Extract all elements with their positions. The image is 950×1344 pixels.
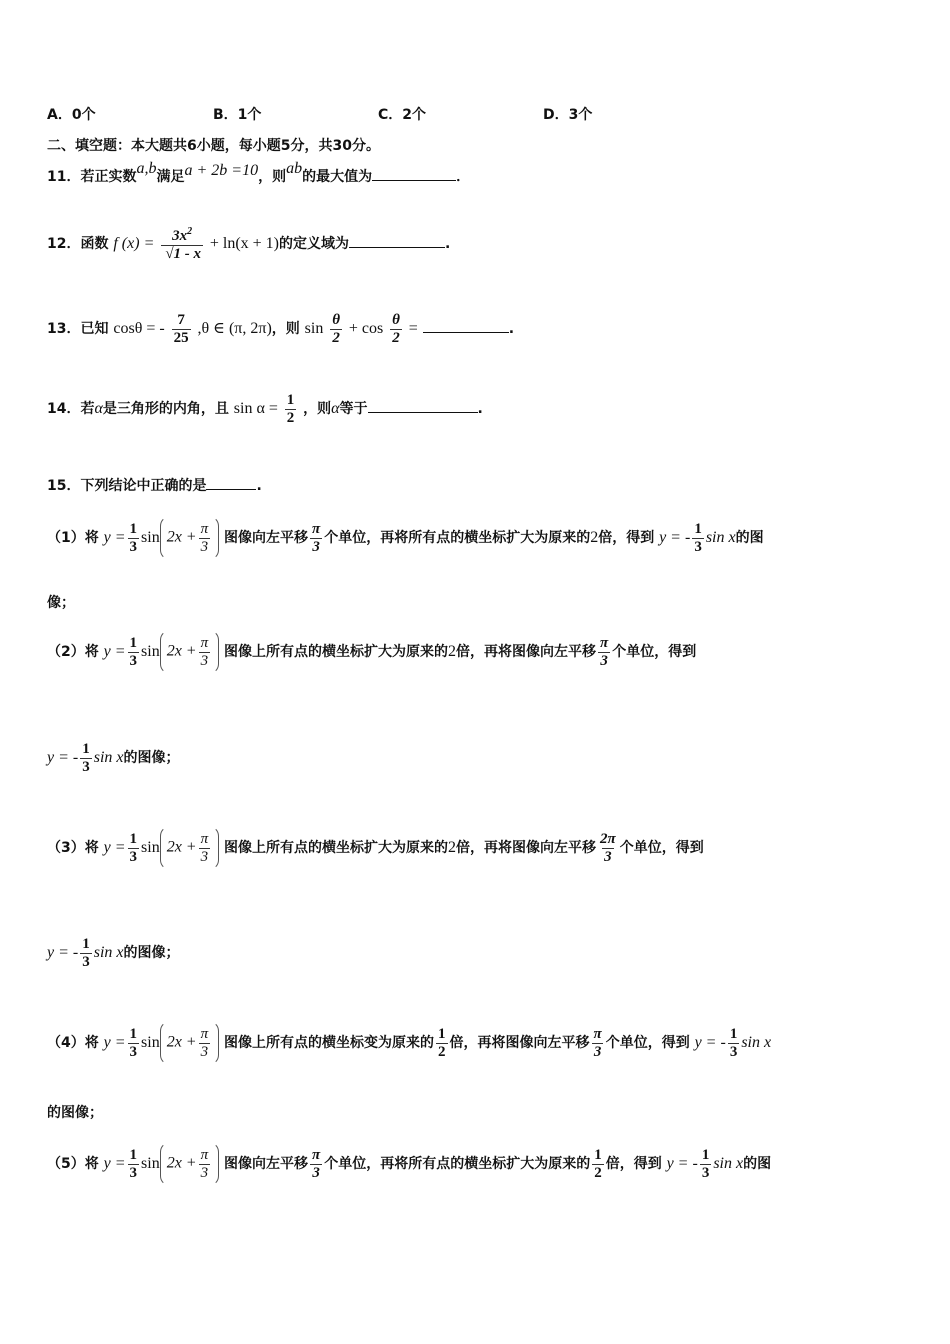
q12-answer-blank[interactable] [349, 233, 445, 248]
statement-2-continued: y = - $\frac{1}{3}$ sin x的图像； [47, 741, 180, 775]
statement-1: （1）将 y = $\frac{1}{3}$ sin 2x + $\frac{\pi}{3}$ 图像向左平移 $\frac{\pi}{3}$ 个单位，再将所有点的横坐标扩大为原来的2倍，得到 y = - $\frac{1}{3}$ sin x的图 [47, 516, 764, 560]
question-13: 13．已知 cosθ = - $\frac{7}{25}$ ,θ ∈ (π, 2π)，则 sin $\frac{\theta}{2}$ + cos $\frac{\theta}{2}$ = . [47, 312, 515, 346]
statement-2: （2）将 y = $\frac{1}{3}$ sin 2x + $\frac{\pi}{3}$ 图像上所有点的横坐标扩大为原来的2倍，再将图像向左平移 $\frac{\pi}{3}$ 个单位，得到 [47, 630, 696, 674]
option-c: C．2个 [378, 107, 427, 123]
question-11: 11．若正实数a,b满足a + 2b =10，则ab的最大值为 ． [47, 160, 471, 185]
statement-4: （4）将 y = $\frac{1}{3}$ sin 2x + $\frac{\pi}{3}$ 图像上所有点的横坐标变为原来的 $\frac{1}{2}$ 倍，再将图像向左平移 $\frac{\pi}{3}$ 个单位，得到 y = - $\frac{1}{3}$ sin x [47, 1021, 771, 1065]
q11-number: 11． [47, 169, 81, 185]
q13-answer-blank[interactable] [423, 318, 509, 333]
q12-fraction: $\frac{3x^2}{√1 - x}$ [161, 226, 203, 262]
q15-answer-blank[interactable] [206, 475, 256, 490]
statement-4-continued: 的图像； [47, 1105, 103, 1121]
q11-answer-blank[interactable] [372, 166, 456, 181]
option-a: A．0个 [47, 107, 96, 123]
statement-5: （5）将 y = $\frac{1}{3}$ sin 2x + $\frac{\pi}{3}$ 图像向左平移 $\frac{\pi}{3}$ 个单位，再将所有点的横坐标扩大为原来的 $\frac{1}{2}$ 倍，得到 y = - $\frac{1}{3}$ sin x的图 [47, 1142, 771, 1186]
section-header: 二、填空题：本大题共6小题，每小题5分，共30分。 [47, 138, 380, 154]
q14-answer-blank[interactable] [368, 398, 478, 413]
question-15: 15．下列结论中正确的是 . [47, 475, 262, 493]
question-14: 14．若α是三角形的内角，且 sin α = $\frac{1}{2}$ ，则α等于 . [47, 392, 483, 426]
statement-1-continued: 像； [47, 595, 75, 611]
statement-3: （3）将 y = $\frac{1}{3}$ sin 2x + $\frac{\pi}{3}$ 图像上所有点的横坐标扩大为原来的2倍，再将图像向左平移 $\frac{2\pi}{3}$ 个单位，得到 [47, 826, 704, 870]
question-12: 12．函数 f (x) = $\frac{3x^2}{√1 - x}$ + ln(x + 1)的定义域为 . [47, 226, 451, 262]
option-d: D．3个 [543, 107, 593, 123]
statement-3-continued: y = - $\frac{1}{3}$ sin x的图像； [47, 936, 180, 970]
option-b: B．1个 [213, 107, 262, 123]
